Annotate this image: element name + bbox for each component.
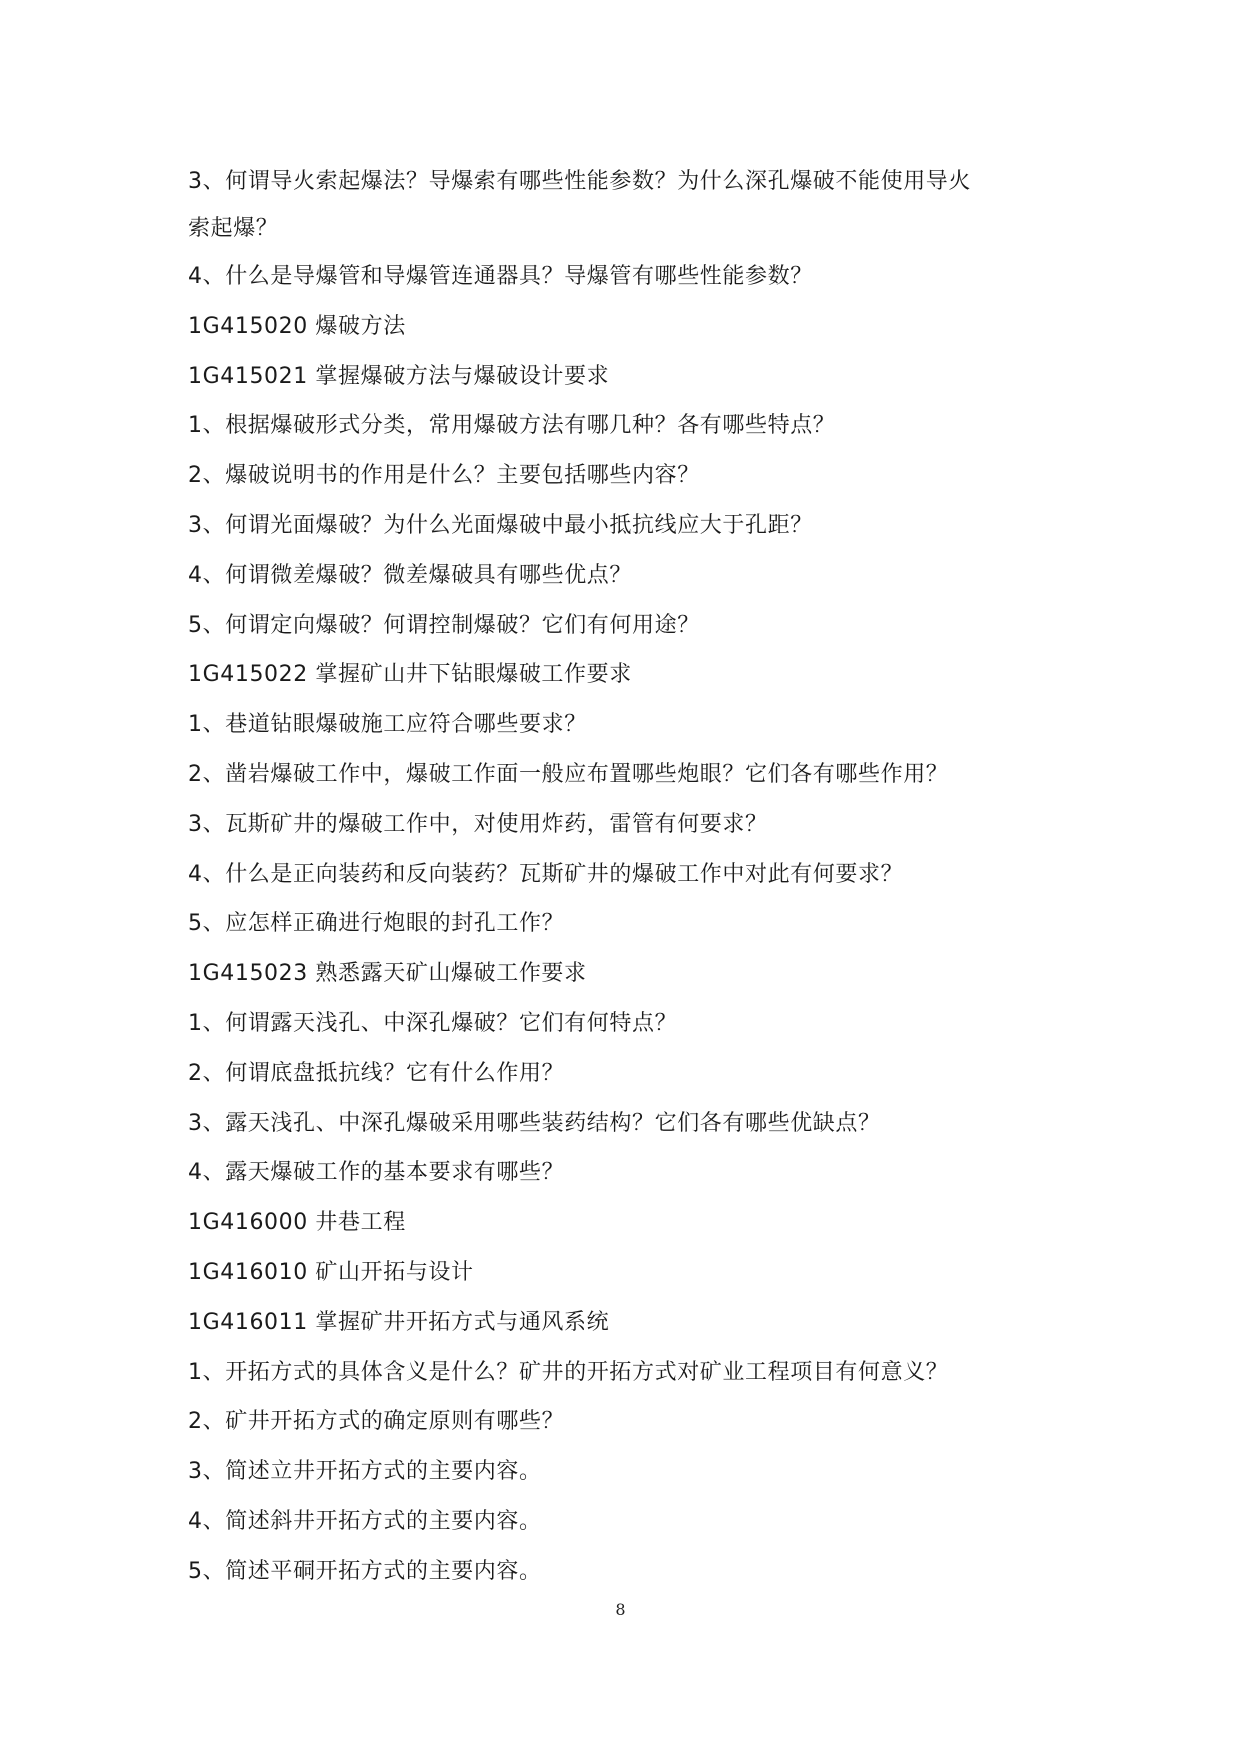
question-line: 2、凿岩爆破工作中，爆破工作面一般应布置哪些炮眼？它们各有哪些作用？ xyxy=(188,761,949,787)
section-heading: 1G415022 掌握矿山井下钻眼爆破工作要求 xyxy=(188,662,632,688)
question-line: 2、何谓底盘抵抗线？它有什么作用？ xyxy=(188,1060,565,1086)
question-line: 4、什么是导爆管和导爆管连通器具？导爆管有哪些性能参数？ xyxy=(188,264,813,289)
section-heading: 1G415023 熟悉露天矿山爆破工作要求 xyxy=(188,961,587,987)
question-line: 1、开拓方式的具体含义是什么？矿井的开拓方式对矿业工程项目有何意义？ xyxy=(188,1359,949,1385)
question-line: 5、应怎样正确进行炮眼的封孔工作？ xyxy=(188,911,565,937)
section-heading: 1G416010 矿山开拓与设计 xyxy=(188,1259,474,1285)
question-line: 3、露天浅孔、中深孔爆破采用哪些装药结构？它们各有哪些优缺点？ xyxy=(188,1110,881,1136)
question-line: 2、矿井开拓方式的确定原则有哪些？ xyxy=(188,1409,565,1435)
question-line: 3、何谓导火索起爆法？导爆索有哪些性能参数？为什么深孔爆破不能使用导火索起爆？ xyxy=(188,169,971,241)
question-line: 3、瓦斯矿井的爆破工作中，对使用炸药，雷管有何要求？ xyxy=(188,811,768,837)
question-line: 3、简述立井开拓方式的主要内容。 xyxy=(188,1459,542,1485)
question-line: 4、何谓微差爆破？微差爆破具有哪些优点？ xyxy=(188,562,632,588)
section-heading: 1G415020 爆破方法 xyxy=(188,313,406,339)
section-heading: 1G416011 掌握矿井开拓方式与通风系统 xyxy=(188,1309,610,1335)
page-number: 8 xyxy=(615,1600,626,1619)
question-line: 3、何谓光面爆破？为什么光面爆破中最小抵抗线应大于孔距？ xyxy=(188,512,813,538)
section-heading: 1G416000 井巷工程 xyxy=(188,1210,406,1236)
section-heading: 1G415021 掌握爆破方法与爆破设计要求 xyxy=(188,363,610,389)
question-line: 5、简述平硐开拓方式的主要内容。 xyxy=(188,1558,542,1584)
page-content xyxy=(188,158,1068,1597)
question-line: 2、爆破说明书的作用是什么？主要包括哪些内容？ xyxy=(188,463,700,489)
question-line: 4、什么是正向装药和反向装药？瓦斯矿井的爆破工作中对此有何要求？ xyxy=(188,861,904,887)
question-line: 1、根据爆破形式分类，常用爆破方法有哪几种？各有哪些特点？ xyxy=(188,413,836,439)
question-line: 4、露天爆破工作的基本要求有哪些？ xyxy=(188,1160,565,1186)
question-line: 4、简述斜井开拓方式的主要内容。 xyxy=(188,1508,542,1534)
question-line: 1、何谓露天浅孔、中深孔爆破？它们有何特点？ xyxy=(188,1010,678,1036)
question-line: 5、何谓定向爆破？何谓控制爆破？它们有何用途？ xyxy=(188,612,700,638)
question-line: 1、巷道钻眼爆破施工应符合哪些要求？ xyxy=(188,712,587,738)
